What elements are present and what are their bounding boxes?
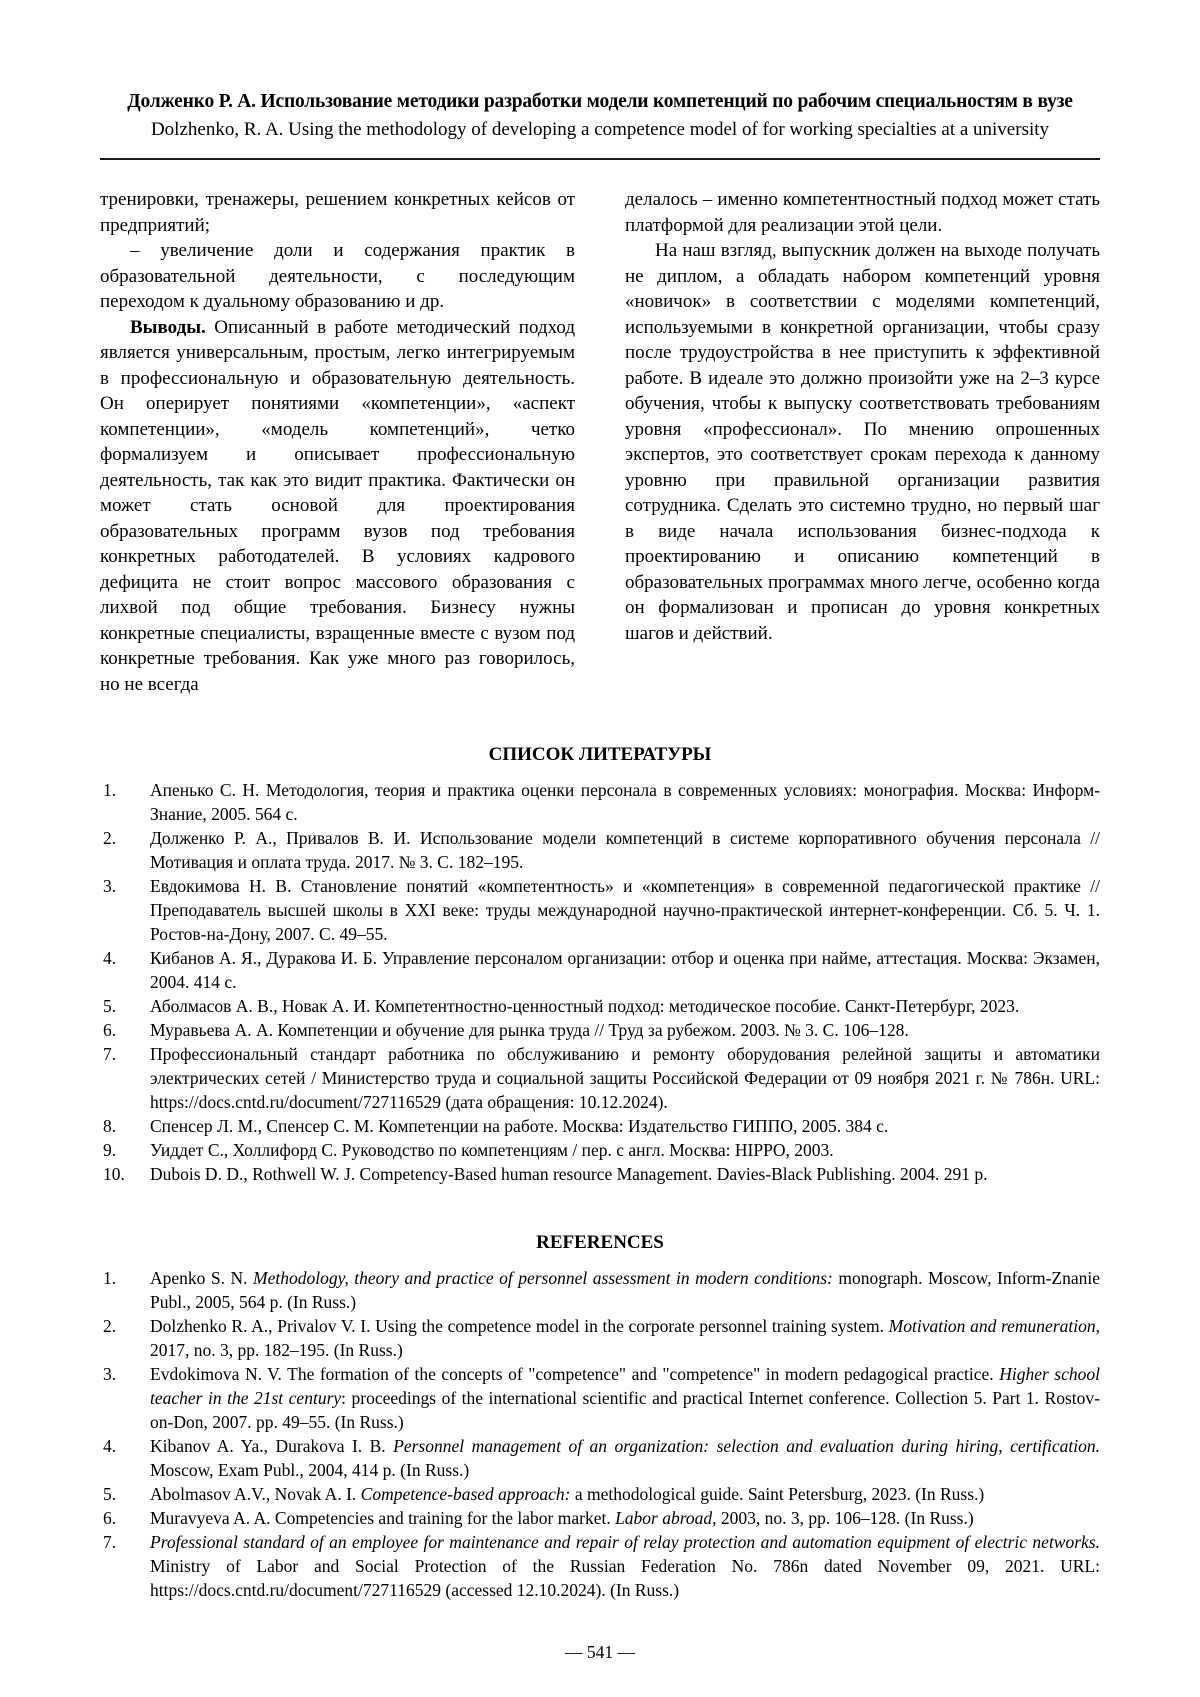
reference-text-segment: Evdokimova N. V. The formation of the concepts of "competence" and "competence" in modern pedagogical practice.	[150, 1364, 1000, 1384]
right-column	[625, 187, 1100, 697]
reference-number: 7.	[103, 1044, 117, 1064]
reference-item	[100, 1362, 1100, 1434]
reference-text-italic: Professional standard of an employee for maintenance and repair of relay protection and automation equipment of electric networks.	[150, 1532, 1100, 1552]
header-rule	[100, 158, 1100, 160]
reference-text	[150, 1532, 1100, 1600]
reference-text-segment: : proceedings of the international scientific and practical Internet conference. Collection 5. Part 1. Rostov-on-Don, 2007. pp. 49–55. (In Russ.)	[150, 1388, 1100, 1432]
paragraph-text: делалось – именно компетентностный подход может стать платформой для реализации этой цели.	[625, 189, 1100, 236]
reference-item	[100, 826, 1100, 874]
reference-number: 2.	[103, 828, 117, 848]
reference-text	[150, 1116, 888, 1136]
reference-number: 9.	[103, 1140, 117, 1160]
reference-text-segment: monograph. Moscow, Inform-Znanie Publ., 2005, 564 p. (In Russ.)	[150, 1268, 1100, 1312]
reference-text-segment: Apenko S. N.	[150, 1268, 254, 1288]
reference-number: 1.	[103, 1268, 117, 1288]
reference-text	[150, 1316, 1100, 1360]
reference-text-italic: Higher school teacher in the 21st century	[150, 1364, 1100, 1408]
references-en-heading: REFERENCES	[536, 1232, 664, 1253]
paragraph	[100, 187, 575, 238]
reference-number: 5.	[103, 1484, 117, 1504]
reference-number: 6.	[103, 1020, 117, 1040]
bibliography-ru-section	[100, 744, 1100, 1186]
reference-text-segment: Аболмасов А. В., Новак А. И. Компетентностно-ценностный подход: методическое пособие. Санкт-Петербург, 2023.	[150, 996, 1020, 1016]
reference-text-segment: 2017, no. 3, pp. 182–195. (In Russ.)	[150, 1340, 403, 1360]
reference-text-segment: Муравьева А. А. Компетенции и обучение для рынка труда // Труд за рубежом. 2003. № 3. С. 106–128.	[150, 1020, 909, 1040]
reference-number: 7.	[103, 1532, 117, 1552]
reference-text-italic: Methodology, theory and practice of personnel assessment in modern conditions:	[253, 1268, 833, 1288]
reference-item	[100, 1138, 1100, 1162]
article-title-en: Dolzhenko, R. A. Using the methodology of developing a competence model of for working specialties at a university	[150, 119, 1050, 140]
reference-text-segment: Апенько С. Н. Методология, теория и практика оценки персонала в современных условиях: монография. Москва: Информ-Знание, 2005. 564 с.	[150, 780, 1100, 824]
reference-item	[100, 1482, 1100, 1506]
bibliography-ru-list	[100, 778, 1100, 1186]
left-column	[100, 187, 575, 697]
reference-text-segment: Евдокимова Н. В. Становление понятий «компетентность» и «компетенция» в современной педагогической практике // Преподаватель высшей школы в XXI веке: труды международной научно-практической интернет-конференции. Сб. 5. Ч. 1. Ростов-на-Дону, 2007. С. 49–55.	[150, 876, 1100, 944]
paragraph-text: тренировки, тренажеры, решением конкретных кейсов от предприятий;	[100, 189, 575, 236]
article-title-ru: Долженко Р. А. Использование методики разработки модели компетенций по рабочим специальностям в вузе	[127, 91, 1073, 112]
reference-text-segment: Kibanov A. Ya., Durakova I. B.	[150, 1436, 394, 1456]
reference-number: 4.	[103, 1436, 117, 1456]
reference-number: 6.	[103, 1508, 117, 1528]
reference-item	[100, 994, 1100, 1018]
reference-text-segment: Уиддет С., Холлифорд С. Руководство по компетенциям / пер. с англ. Москва: HIPPO, 2003.	[150, 1140, 834, 1160]
reference-item	[100, 1042, 1100, 1114]
reference-number: 1.	[103, 780, 117, 800]
reference-text	[150, 1164, 987, 1184]
reference-text	[150, 1484, 984, 1504]
reference-text-italic: Competence-based approach:	[360, 1484, 571, 1504]
reference-text	[150, 1436, 1100, 1480]
paragraph	[100, 315, 575, 698]
paragraph-text: – увеличение доли и содержания практик в образовательной деятельности, с последующим переходом к дуальному образованию и др.	[100, 240, 575, 312]
reference-item	[100, 1266, 1100, 1314]
reference-item	[100, 1162, 1100, 1186]
reference-text-segment: Muravyeva A. A. Competencies and training for the labor market.	[150, 1508, 616, 1528]
reference-text-segment: a methodological guide. Saint Petersburg, 2023. (In Russ.)	[570, 1484, 985, 1504]
reference-text-segment: Кибанов А. Я., Дуракова И. Б. Управление персоналом организации: отбор и оценка при найме, аттестация. Москва: Экзамен, 2004. 414 с.	[150, 948, 1100, 992]
reference-item	[100, 874, 1100, 946]
references-en-list	[100, 1266, 1100, 1602]
reference-text	[150, 1140, 834, 1160]
reference-number: 4.	[103, 948, 117, 968]
reference-text	[150, 780, 1100, 824]
reference-text	[150, 1020, 909, 1040]
reference-text	[150, 876, 1100, 944]
reference-text	[150, 1364, 1100, 1432]
reference-number: 3.	[103, 876, 117, 896]
reference-number: 3.	[103, 1364, 117, 1384]
bibliography-ru-heading: СПИСОК ЛИТЕРАТУРЫ	[488, 744, 712, 765]
paragraph-text: Описанный в работе методический подход является универсальным, простым, легко интегрируемым в профессиональную и образовательную деятельность. Он оперирует понятиями «компетенции», «аспект компетенции», «модель компетенций», четко формализуем и описывает профессиональную деятельность, так как это видит практика. Фактически он может стать основой для проектирования образовательных программ вузов под требования конкретных работодателей. В условиях кадрового дефицита не стоит вопрос массового образования с лихвой под общие требования. Бизнесу нужны конкретные специалисты, взращенные вместе с вузом под конкретные требования. Как уже много раз говорилось, но не всегда	[100, 316, 575, 695]
reference-text-italic: Labor abroad,	[615, 1508, 717, 1528]
reference-text-segment: 2003, no. 3, pp. 106–128. (In Russ.)	[716, 1508, 974, 1528]
reference-text	[150, 1268, 1100, 1312]
reference-number: 10.	[103, 1164, 125, 1184]
page-number: — 541 —	[565, 1642, 635, 1662]
reference-text-segment: Спенсер Л. М., Спенсер С. М. Компетенции на работе. Москва: Издательство ГИППО, 2005. 384 с.	[150, 1116, 889, 1136]
reference-item	[100, 1314, 1100, 1362]
paragraph	[100, 238, 575, 315]
reference-text-segment: Профессиональный стандарт работника по обслуживанию и ремонту оборудования релейной защиты и автоматики электрических сетей / Министерство труда и социальной защиты Российской Федерации от 09 ноября 2021 г. № 786н. URL: https://docs.cntd.ru/document/727116529 (дата обращения: 10.12.2024).	[150, 1044, 1100, 1112]
reference-number: 5.	[103, 996, 117, 1016]
references-en-section	[100, 1232, 1100, 1602]
reference-text	[150, 1044, 1100, 1112]
reference-item	[100, 1114, 1100, 1138]
reference-item	[100, 1018, 1100, 1042]
reference-item	[100, 946, 1100, 994]
page-header	[100, 90, 1100, 160]
reference-item	[100, 1434, 1100, 1482]
reference-text-segment: Dubois D. D., Rothwell W. J. Competency-Based human resource Management. Davies-Black Publishing. 2004. 291 p.	[150, 1164, 988, 1184]
reference-text-italic: Personnel management of an organization: selection and evaluation during hiring, certification.	[393, 1436, 1101, 1456]
reference-item	[100, 1506, 1100, 1530]
page-footer	[100, 1642, 1100, 1663]
paragraph-text: На наш взгляд, выпускник должен на выходе получать не диплом, а обладать набором компетенций уровня «новичок» в соответствии с моделями компетенций, используемыми в конкретной организации, чтобы сразу после трудоустройства в нее приступить к эффективной работе. В идеале это должно произойти уже на 2–3 курсе обучения, чтобы к выпуску соответствовать требованиям уровня «профессионал». По мнению опрошенных экспертов, это соответствует срокам перехода к данному уровню при правильной организации развития сотрудника. Сделать это системно трудно, но первый шаг в виде начала использования бизнес-подхода к проектированию и описанию компетенций в образовательных программах много легче, особенно когда он формализован и прописан до уровня конкретных шагов и действий.	[625, 240, 1100, 644]
reference-text	[150, 828, 1100, 872]
reference-text-segment: Abolmasov A.V., Novak A. I.	[150, 1484, 361, 1504]
reference-item	[100, 1530, 1100, 1602]
reference-text-segment: Ministry of Labor and Social Protection of the Russian Federation No. 786n dated November 09, 2021. URL: https://docs.cntd.ru/document/727116529 (accessed 12.10.2024). (In Russ.)	[150, 1556, 1100, 1600]
paragraph	[625, 187, 1100, 238]
reference-text-italic: Motivation and remuneration,	[888, 1316, 1100, 1336]
reference-number: 2.	[103, 1316, 117, 1336]
body-columns	[100, 187, 1100, 697]
reference-number: 8.	[103, 1116, 117, 1136]
reference-text-segment: Moscow, Exam Publ., 2004, 414 p. (In Russ.)	[150, 1460, 470, 1480]
paragraph-lead-bold: Выводы.	[130, 316, 206, 338]
paragraph	[625, 238, 1100, 646]
reference-text-segment: Dolzhenko R. A., Privalov V. I. Using the competence model in the corporate personnel training system.	[150, 1316, 889, 1336]
reference-text	[150, 1508, 974, 1528]
reference-text	[150, 948, 1100, 992]
reference-item	[100, 778, 1100, 826]
reference-text-segment: Долженко Р. А., Привалов В. И. Использование модели компетенций в системе корпоративного обучения персонала // Мотивация и оплата труда. 2017. № 3. С. 182–195.	[150, 828, 1100, 872]
reference-text	[150, 996, 1019, 1016]
